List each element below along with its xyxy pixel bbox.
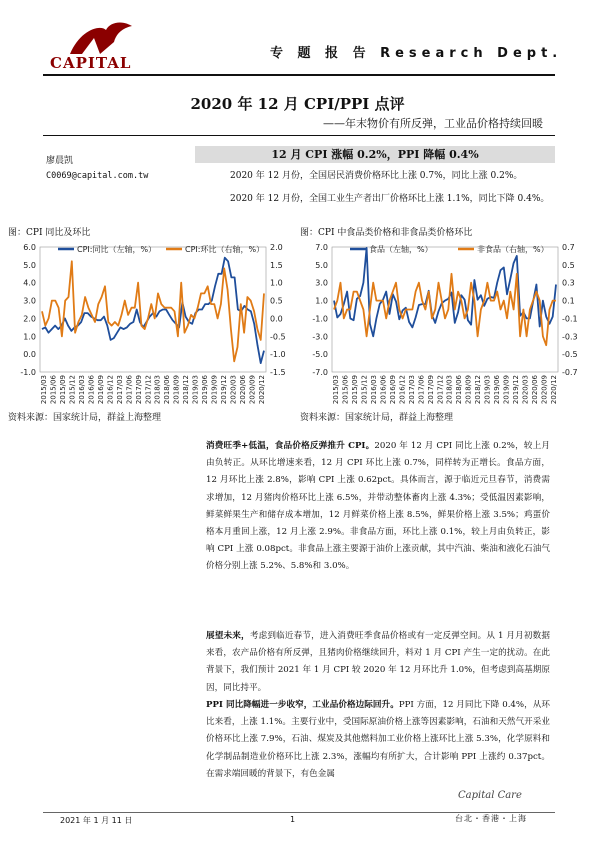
x-tick-label: 2020/06 xyxy=(531,375,540,405)
title-divider xyxy=(43,135,555,136)
footer-cities: 台北・香港・上海 xyxy=(455,814,527,823)
chart-food-nonfood xyxy=(300,237,590,407)
x-tick-label: 2019/06 xyxy=(493,375,502,405)
x-tick-label: 2017/12 xyxy=(144,375,153,405)
legend-label: CPI:同比（左轴，%） xyxy=(77,245,157,254)
x-tick-label: 2018/12 xyxy=(182,375,191,405)
x-tick-label: 2018/09 xyxy=(464,375,473,405)
y-right-tick-label: 0.5 xyxy=(270,296,283,306)
footer-date: 2021 年 1 月 11 日 xyxy=(60,816,133,825)
x-tick-label: 2016/06 xyxy=(379,375,388,405)
x-tick-label: 2015/09 xyxy=(350,375,359,405)
x-tick-label: 2018/06 xyxy=(455,375,464,405)
y-right-tick-label: -0.7 xyxy=(562,368,578,377)
y-right-tick-label: 1.5 xyxy=(270,260,283,270)
series-line-primary xyxy=(334,248,556,336)
y-left-tick-label: -3.0 xyxy=(312,332,328,342)
paragraph-3 xyxy=(206,697,550,783)
x-tick-label: 2016/06 xyxy=(87,375,96,405)
header-dept: 专 题 报 告 Research Dept. xyxy=(270,46,563,61)
y-right-tick-label: -0.1 xyxy=(562,314,578,324)
x-tick-label: 2019/03 xyxy=(483,375,492,405)
paragraph-2-lead: 展望未来， xyxy=(206,631,250,641)
x-tick-label: 2020/09 xyxy=(540,375,549,405)
y-right-tick-label: -0.5 xyxy=(270,332,286,342)
x-tick-label: 2016/12 xyxy=(106,375,115,405)
y-left-tick-label: 7.0 xyxy=(315,243,328,252)
chart-cpi-yoy-mom xyxy=(8,237,298,407)
x-tick-label: 2016/03 xyxy=(77,375,86,405)
x-tick-label: 2020/06 xyxy=(239,375,248,405)
chart-1-caption: 图：CPI 同比及环比 xyxy=(8,228,91,238)
chart-2-source: 资料来源：国家统计局，群益上海整理 xyxy=(300,413,454,423)
x-tick-label: 2018/09 xyxy=(172,375,181,405)
x-tick-label: 2018/06 xyxy=(163,375,172,405)
y-left-tick-label: 5.0 xyxy=(315,260,328,270)
summary-cpi: 2020 年 12 月份，全国居民消费价格环比上涨 0.7%，同比上涨 0.2%。 xyxy=(230,171,523,181)
capital-care-logo: Capital Care xyxy=(458,790,522,801)
y-right-tick-label: -1.0 xyxy=(270,350,286,360)
x-tick-label: 2015/09 xyxy=(58,375,67,405)
author-email: C0069@capital.com.tw xyxy=(46,171,149,181)
y-right-tick-label: -0.5 xyxy=(562,350,578,360)
y-right-tick-label: 0.7 xyxy=(562,243,575,252)
x-tick-label: 2020/03 xyxy=(229,375,238,405)
x-tick-label: 2016/09 xyxy=(96,375,105,405)
y-right-tick-label: 0.0 xyxy=(270,314,283,324)
x-tick-label: 2019/09 xyxy=(210,375,219,405)
paragraph-1-lead: 消费旺季+低温，食品价格反弹推升 CPI。 xyxy=(206,441,375,451)
paragraph-3-text: PPI 方面，12 月同比下降 0.4%，从环比来看，上涨 1.1%。主要行业中，受国际原油价格上涨等因素影响，石油和天然气开采业价格环比上涨 7.9%，石油、煤炭及其他燃料加工业价格上涨环比上涨 5.3%，化学原料和化学制品制造业价格环比上涨 2.3%，涨幅均有所扩大，合计影响 PPI 上涨约 0.37pct。在需求端回暖的背景下，有色金属 xyxy=(206,700,550,779)
x-tick-label: 2019/03 xyxy=(191,375,200,405)
x-tick-label: 2016/12 xyxy=(398,375,407,405)
summary-ppi: 2020 年 12 月份，全国工业生产者出厂价格环比上涨 1.1%，同比下降 0.4%。 xyxy=(230,194,550,204)
x-tick-label: 2017/09 xyxy=(426,375,435,405)
x-tick-label: 2015/12 xyxy=(360,375,369,405)
y-right-tick-label: -0.3 xyxy=(562,332,578,342)
y-left-tick-label: 1.0 xyxy=(23,332,36,342)
y-left-tick-label: 4.0 xyxy=(23,278,36,288)
x-tick-label: 2017/06 xyxy=(125,375,134,405)
legend-label: 非食品（右轴，%） xyxy=(477,245,549,254)
paragraph-3-lead: PPI 同比降幅进一步收窄，工业品价格边际回升。 xyxy=(206,700,399,710)
y-right-tick-label: 0.1 xyxy=(562,296,575,306)
y-left-tick-label: -1.0 xyxy=(20,368,36,377)
x-tick-label: 2017/03 xyxy=(115,375,124,405)
x-tick-label: 2015/03 xyxy=(40,375,48,405)
y-left-tick-label: 0.0 xyxy=(23,350,36,360)
x-tick-label: 2018/12 xyxy=(474,375,483,405)
x-tick-label: 2018/03 xyxy=(153,375,162,405)
x-tick-label: 2020/03 xyxy=(521,375,530,405)
y-left-tick-label: 3.0 xyxy=(315,278,328,288)
chart-2-caption: 图：CPI 中食品类价格和非食品类价格环比 xyxy=(300,228,473,238)
x-tick-label: 2020/09 xyxy=(248,375,257,405)
x-tick-label: 2015/03 xyxy=(332,375,340,405)
y-right-tick-label: 0.3 xyxy=(562,278,575,288)
y-right-tick-label: 0.5 xyxy=(562,260,575,270)
x-tick-label: 2015/06 xyxy=(341,375,350,405)
page-number: 1 xyxy=(290,815,296,824)
x-tick-label: 2017/03 xyxy=(407,375,416,405)
highlight-box: 12 月 CPI 涨幅 0.2%，PPI 降幅 0.4% xyxy=(195,146,555,163)
legend-label: 食品（左轴，%） xyxy=(369,245,433,254)
author-name: 廖晨凯 xyxy=(46,156,74,166)
x-tick-label: 2015/06 xyxy=(49,375,58,405)
report-title: 2020 年 12 月 CPI/PPI 点评 xyxy=(190,95,405,113)
company-name: CAPITAL xyxy=(50,54,132,72)
legend-label: CPI:环比（右轴，%） xyxy=(185,245,265,254)
y-left-tick-label: 5.0 xyxy=(23,260,36,270)
paragraph-2 xyxy=(206,628,550,697)
y-right-tick-label: -1.5 xyxy=(270,368,286,377)
y-left-tick-label: 6.0 xyxy=(23,243,36,252)
y-left-tick-label: -1.0 xyxy=(312,314,328,324)
paragraph-1-text: 2020 年 12 月 CPI 同比上涨 0.2%，较上月由负转正。从环比增速来看，12 月 CPI 环比上涨 0.7%，同样转为正增长。食品方面，12 月环比上涨 2.8%，影响 CPI 上涨 0.62pct。具体而言，源于临近元旦春节，消费需求增加，12 月猪肉价格环比上涨 6.5%，并带动整体畜肉上涨 4.3%；受低温因素影响，鲜菜鲜果生产和储存成本增加，12 月鲜菜价格上涨 8.5%，鲜果价格上涨 3.5%；鸡蛋价格本月重回上涨，12 月上涨 2.9%。非食品方面，环比上涨 0.1%，较上月由负转正，影响 CPI 上涨 0.08pct。非食品上涨主要源于油价上涨贡献，其中汽油、柴油和液化石油气价格分别上涨 5.2%、5.8%和 3.0%。 xyxy=(206,441,550,572)
y-left-tick-label: 3.0 xyxy=(23,296,36,306)
y-left-tick-label: 1.0 xyxy=(315,296,328,306)
x-tick-label: 2020/12 xyxy=(550,375,558,405)
x-tick-label: 2017/12 xyxy=(436,375,445,405)
paragraph-2-text: 考虑到临近春节，进入消费旺季食品价格或有一定反弹空间。从 1 月月初数据来看，农产品价格有所反弹，且猪肉价格继续回升，料对 1 月 CPI 产生一定的扰动。在此背景下，我们预计 2021 年 1 月 CPI 较 2020 年 12 月环比升 1.0%，但考虑到高基期原因，同比持平。 xyxy=(206,631,550,693)
x-tick-label: 2018/03 xyxy=(445,375,454,405)
x-tick-label: 2016/03 xyxy=(369,375,378,405)
x-tick-label: 2016/09 xyxy=(388,375,397,405)
y-right-tick-label: 2.0 xyxy=(270,243,283,252)
header-divider xyxy=(43,74,555,76)
x-tick-label: 2019/12 xyxy=(220,375,229,405)
x-tick-label: 2015/12 xyxy=(68,375,77,405)
x-tick-label: 2019/09 xyxy=(502,375,511,405)
y-left-tick-label: -5.0 xyxy=(312,350,328,360)
chart-1-source: 资料来源：国家统计局，群益上海整理 xyxy=(8,413,162,423)
y-right-tick-label: 1.0 xyxy=(270,278,283,288)
report-subtitle: ——年末物价有所反弹，工业品价格持续回暖 xyxy=(323,117,543,130)
x-tick-label: 2020/12 xyxy=(258,375,266,405)
y-left-tick-label: -7.0 xyxy=(312,368,328,377)
paragraph-1 xyxy=(206,438,550,576)
x-tick-label: 2019/06 xyxy=(201,375,210,405)
x-tick-label: 2017/09 xyxy=(134,375,143,405)
x-tick-label: 2019/12 xyxy=(512,375,521,405)
y-left-tick-label: 2.0 xyxy=(23,314,36,324)
x-tick-label: 2017/06 xyxy=(417,375,426,405)
